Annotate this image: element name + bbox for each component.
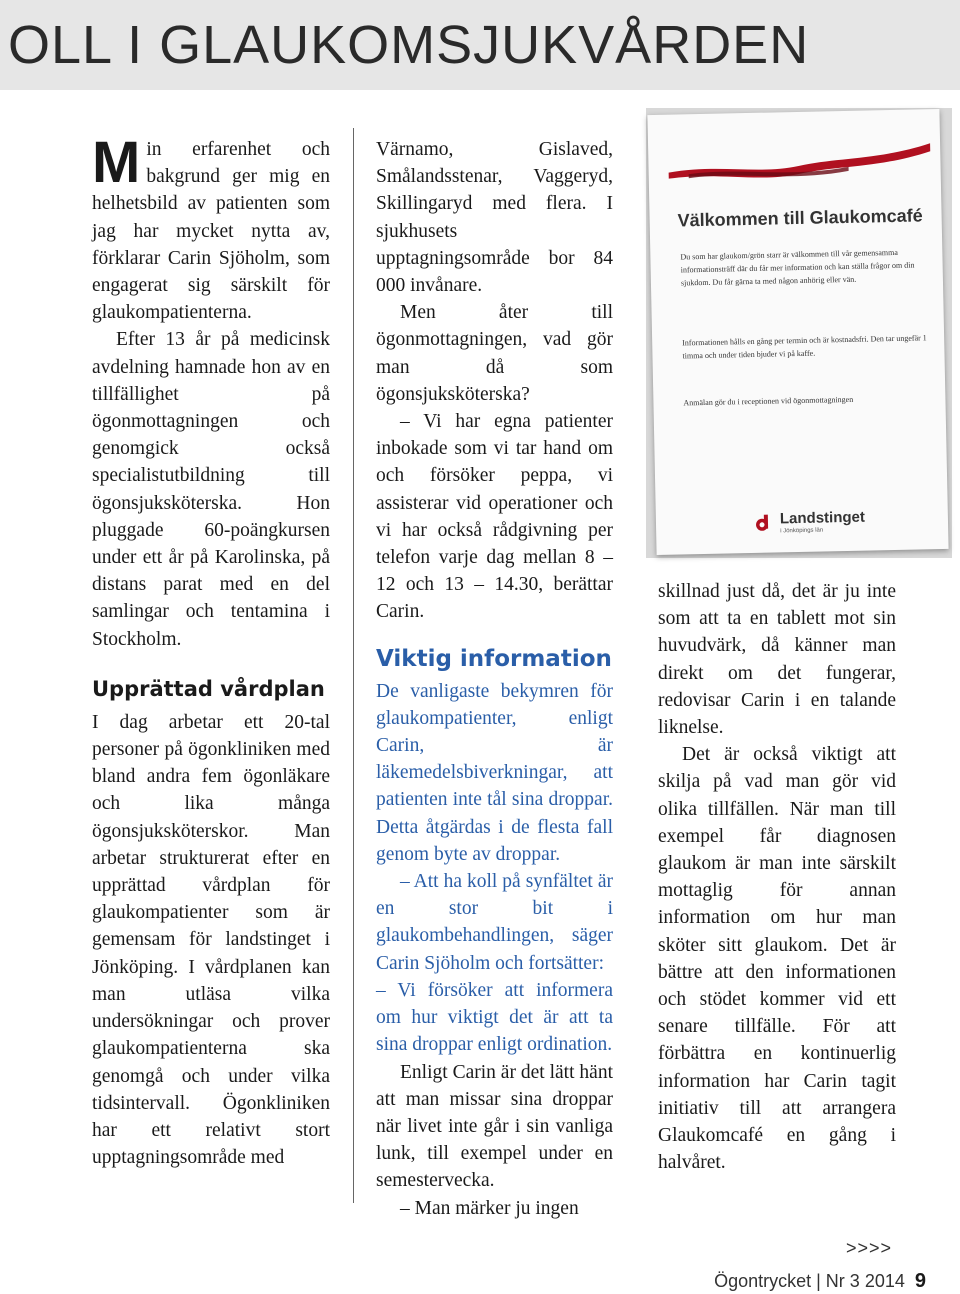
column-1 [92,130,330,1171]
paragraph: skillnad just då, det är ju inte som att ta en tablett mot sin huvudvärk, då känner man direkt om det fungerar, redovisar Carin i en talande liknelse. [658,581,896,739]
paragraph: – Vi försöker att informera om hur viktigt det är att ta sina droppar enligt ordination. [376,979,613,1056]
paragraph: – Vi har egna patienter inbokade som vi tar hand om och försöker peppa, vi assisterar vid operationer och vi har också rådgivning per telefon varje dag mellan 8 – 12 och 13 – 14.30, berättar Carin. [376,411,613,623]
poster-text: Anmälan gör du i receptionen vid ögonmottagningen [683,394,854,408]
paragraph: Enligt Carin är det lätt hänt att man missar sina droppar när livet inte går i sin vanliga lunk, till exempel under en semestervecka. [376,1061,613,1192]
landstinget-logo-icon [754,513,774,533]
paragraph-text: in erfarenhet och bakgrund ger mig en helhetsbild av patienten som jag har mycket nytta av, förklarar Carin Sjöholm, som engagerat sig särskilt för glaukompatienterna. [92,139,330,324]
poster-image [647,109,948,555]
drop-cap: M [92,130,141,195]
poster-text: Du som har glaukom/grön starr är välkommen till vår gemensamma informationsträff där du får mer information och kan ställa frågor om din sjukdom. Du får gärna ta med någon anhörig eller vän. [680,247,915,288]
paragraph [92,130,330,326]
paragraph: – Man märker ju ingen [400,1197,579,1219]
paragraph: Men åter till ögonmottagningen, vad gör man då som ögonsjuksköterska? [376,302,613,405]
poster-text: Informationen hålls en gång per termin och är kostnadsfri. Den tar ungefär 1 timma och under tiden bjuder vi på kaffe. [682,333,927,361]
paragraph: Efter 13 år på medicinsk avdelning hamnade hon av en tillfällighet på ögonmottagningen och genomgick också specialistutbildning till ögonsjuksköterska. Hon pluggade 60-poängkursen under ett år på Karolinska, på distans parat med en del samlingar och tentamina i Stockholm. [92,329,330,650]
paragraph: I dag arbetar ett 20-tal personer på ögonkliniken med bland andra fem ögonläkare och lika många ögonsjuksköterskor. Man arbetar strukturerat efter en upprättad vårdplan för glaukompatienter som är gemensam för landstinget i Jönköping. I vårdplanen kan man utläsa vilka undersökningar och prover glaukompatienterna ska genomgå och under vilka tidsintervall. Ögonkliniken har ett relativt stort upptagningsområde med [92,711,330,1169]
column-3 [658,578,896,1176]
red-ribbon-graphic [648,129,941,195]
footer [714,1270,926,1293]
paragraph: – Att ha koll på synfältet är en stor bit i glaukombehandlingen, säger Carin Sjöholm och fortsätter: [376,871,613,974]
subheading: Viktig information [376,645,612,672]
logo-subtitle: i Jönköpings län [780,527,824,535]
column-divider [353,128,354,1203]
continue-arrows: >>>> [846,1238,893,1258]
landstinget-logo [754,508,905,541]
page-number: 9 [914,1270,926,1292]
logo-name: Landstinget [779,508,866,528]
paragraph: Det är också viktigt att skilja på vad man gör vid olika tillfällen. När man till exempel får diagnosen glaukom är man inte särskilt mottaglig för annan information om hur man sköter sitt glaukom. Det är bättre att den informationen och stödet kommer vid ett senare tillfälle. För att förbättra en kontinuerlig information har Carin tagit initiativ till att arrangera Glaukomcafé en gång i halvåret. [658,744,896,1174]
paragraph: De vanligaste bekymren för glaukompatienter, enligt Carin, är läkemedelsbiverkningar, att patienten inte tål sina droppar. Detta åtgärdas i de flesta fall genom byte av droppar. [376,680,613,865]
header-band [0,0,960,90]
poster-title: Välkommen till Glaukomcafé [677,205,923,231]
subheading: Upprättad vårdplan [92,676,325,701]
column-2 [376,136,613,1222]
paragraph: Värnamo, Gislaved, Smålandsstenar, Vaggeryd, Skillingaryd med flera. I sjukhusets upptagningsområde bor 84 000 invånare. [376,139,613,297]
publication-name: Ögontrycket | Nr 3 2014 [714,1271,905,1291]
page-title: OLL I GLAUKOMSJUKVÅRDEN [8,15,810,75]
